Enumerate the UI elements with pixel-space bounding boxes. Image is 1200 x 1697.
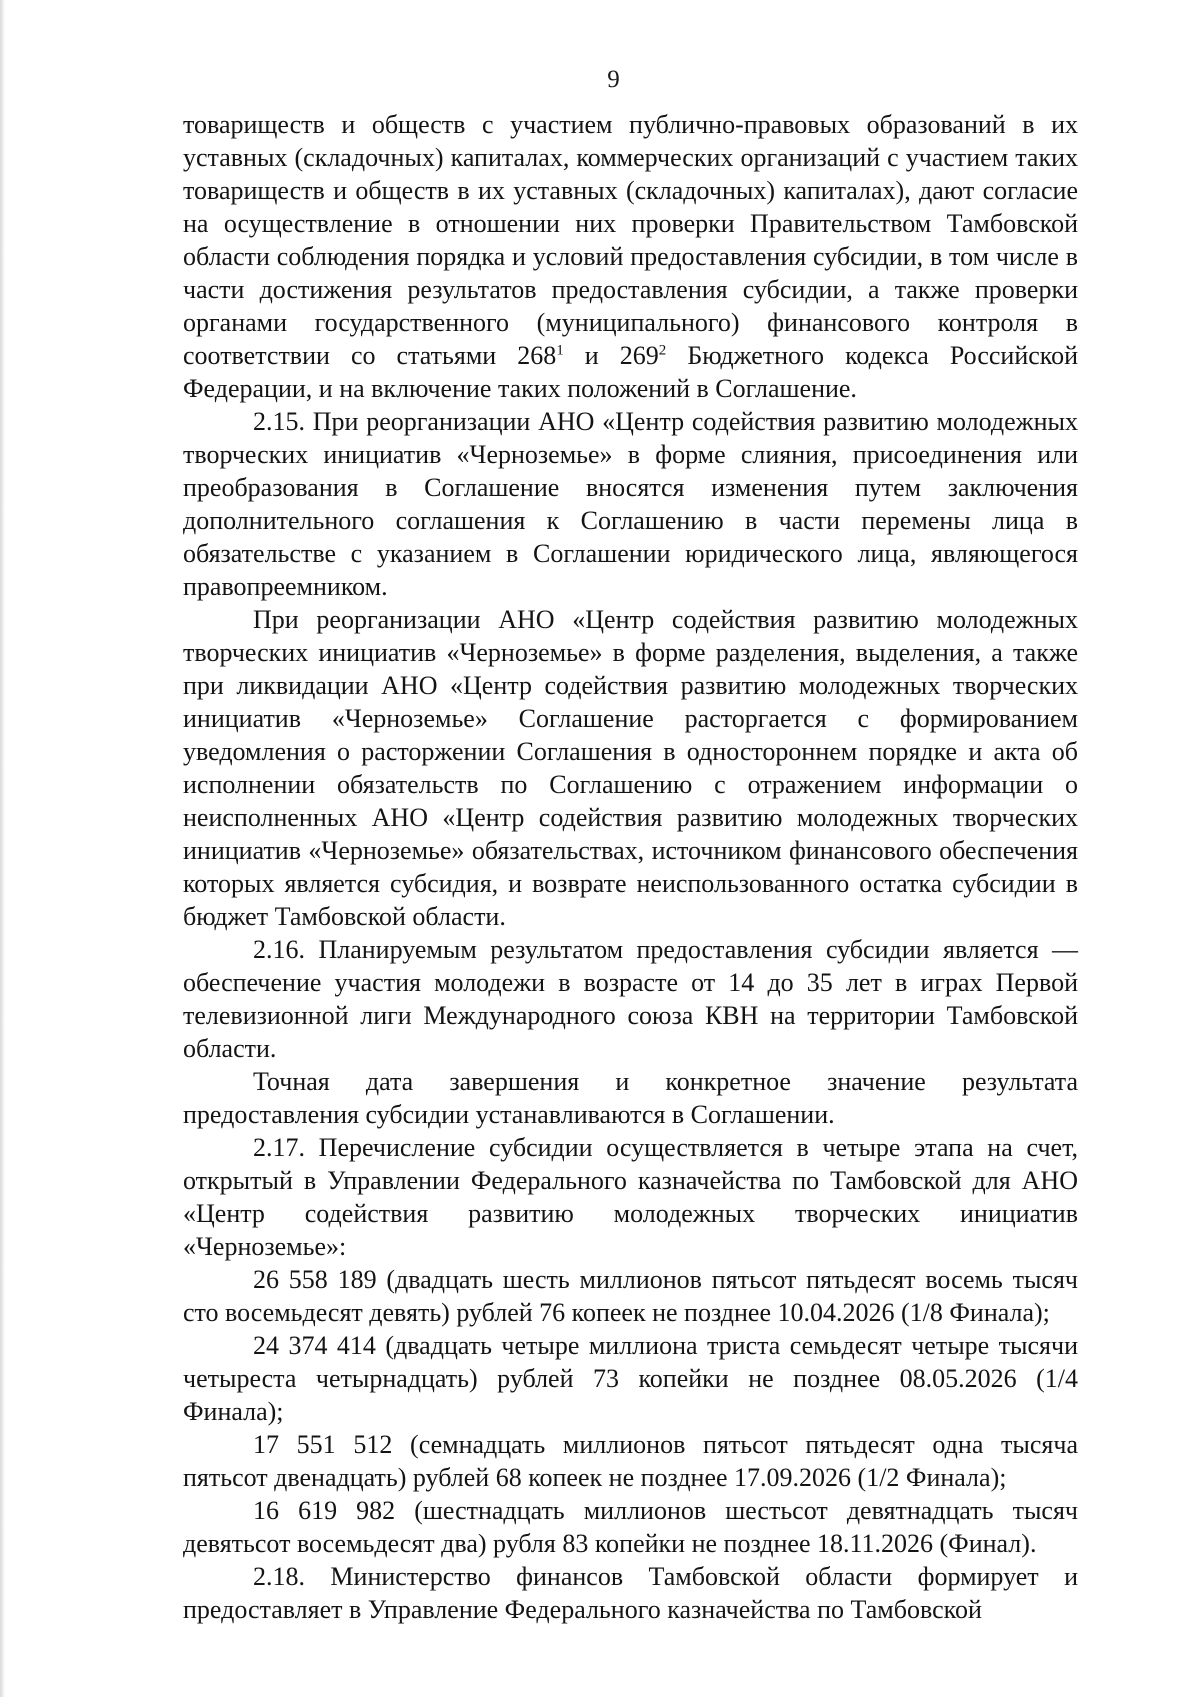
paragraph-2-18: 2.18. Министерство финансов Тамбовской области формирует и предоставляет в Управление Федерального казначейства по Тамбовской — [183, 1562, 1078, 1624]
paragraph-consent: товариществ и обществ с участием публично-правовых образований в их уставных (складочных) капиталах, коммерческих организаций с участием таких товариществ и обществ в их уставных (складочных) капиталах), дают согласие на осуществление в отношении них проверки Правительством Тамбовской области соблюдения порядка и условий предоставления субсидии, в том числе в части достижения результатов предоставления субсидии, а также проверки органами государственного (муниципального) финансового контроля в соответствии со статьями $268^1$ и $269^2$ Бюджетного кодекса Российской Федерации, и на включение таких положений в Соглашение. — [183, 110, 1079, 403]
paragraph-liquidation: При реорганизации АНО «Центр содействия развитию молодежных творческих инициатив «Черноземье» в форме разделения, выделения, а также при ликвидации АНО «Центр содействия развитию молодежных творческих инициатив «Черноземье» Соглашение расторгается с формированием уведомления о расторжении Соглашения в одностороннем порядке и акта об исполнении обязательств по Соглашению с отражением информации о неисполненных АНО «Центр содействия развитию молодежных творческих инициатив «Черноземье» обязательствах, источником финансового обеспечения которых является субсидия, и возврате неиспользованного остатка субсидии в бюджет Тамбовской области. — [183, 605, 1078, 931]
payment-stage-2: 24 374 414 (двадцать четыре миллиона триста семьдесят четыре тысячи четыреста четырнадцать) рублей 73 копейки не позднее 08.05.2026 (1/4 Финала); — [183, 1331, 1078, 1426]
payment-stage-4: 16 619 982 (шестнадцать миллионов шестьсот девятнадцать тысяч девятьсот восемьдесят два) рубля 83 копейки не позднее 18.11.2026 (Финал). — [183, 1496, 1078, 1558]
paragraph-2-16: 2.16. Планируемым результатом предоставления субсидии является — обеспечение участия молодежи в возрасте от 14 до 35 лет в играх Первой телевизионной лиги Международного союза КВН на территории Тамбовской области. — [183, 935, 1078, 1063]
page-number: 9 — [607, 66, 620, 93]
document-body — [183, 108, 1078, 1626]
payment-stage-1: 26 558 189 (двадцать шесть миллионов пятьсот пятьдесят восемь тысяч сто восемьдесят девять) рублей 76 копеек не позднее 10.04.2026 (1/8 Финала); — [183, 1265, 1078, 1327]
paragraph-2-17: 2.17. Перечисление субсидии осуществляется в четыре этапа на счет, открытый в Управлении Федерального казначейства по Тамбовской для АНО «Центр содействия развитию молодежных творческих инициатив «Черноземье»: — [183, 1133, 1078, 1261]
payment-stage-3: 17 551 512 (семнадцать миллионов пятьсот пятьдесят одна тысяча пятьсот двенадцать) рублей 68 копеек не позднее 17.09.2026 (1/2 Финала); — [183, 1430, 1078, 1492]
paragraph-2-15: 2.15. При реорганизации АНО «Центр содействия развитию молодежных творческих инициатив «Черноземье» в форме слияния, присоединения или преобразования в Соглашение вносятся изменения путем заключения дополнительного соглашения к Соглашению в части перемены лица в обязательстве с указанием в Соглашении юридического лица, являющегося правопреемником. — [183, 407, 1078, 601]
paragraph-result-date: Точная дата завершения и конкретное значение результата предоставления субсидии устанавливаются в Соглашении. — [183, 1067, 1078, 1129]
scan-edge — [0, 0, 5, 1697]
